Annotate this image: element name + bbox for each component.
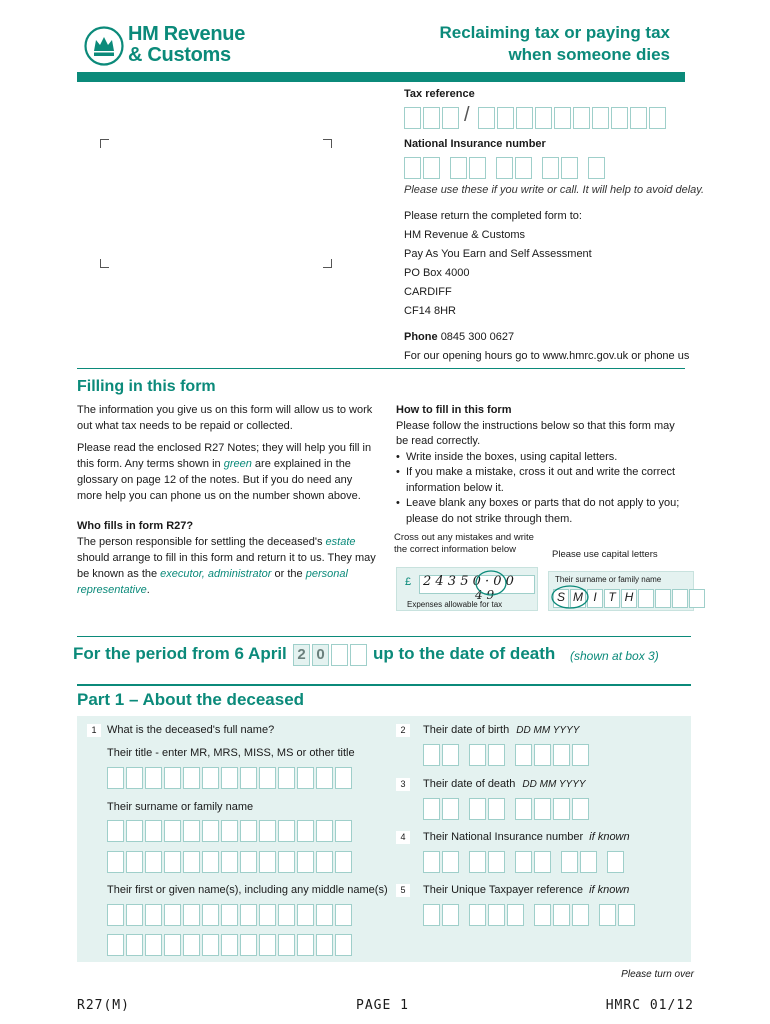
surname-input-row1[interactable]: [107, 820, 352, 842]
tax-reference-office-boxes[interactable]: [404, 107, 459, 129]
glossary-term: estate: [325, 536, 356, 548]
date-format-hint: DD MM YYYY: [516, 725, 580, 736]
year-prefix-box: 0: [312, 644, 329, 666]
period-text-start: For the period from 6 April: [73, 644, 287, 663]
tax-reference-separator: /: [464, 104, 470, 126]
address-line: HM Revenue & Customs: [404, 229, 526, 241]
how-bullet: Leave blank any boxes or parts that do not apply to you; please do not strike through them.: [406, 497, 680, 525]
crown-crest-icon: [84, 26, 124, 66]
utr-boxes[interactable]: [423, 904, 635, 926]
example-surname-label: Their surname or family name: [555, 575, 662, 584]
example-expense-label: Expenses allowable for tax: [407, 600, 503, 609]
org-name-line1: HM Revenue: [128, 23, 246, 45]
cross-out-circle: [474, 568, 508, 598]
q3-label: Their date of death: [423, 778, 516, 790]
who-text: or the: [271, 568, 306, 580]
return-address: [404, 207, 689, 366]
year-input-box[interactable]: [350, 644, 367, 666]
tax-reference-number-boxes[interactable]: [478, 107, 666, 129]
surname-label: Their surname or family name: [107, 801, 254, 813]
opening-hours: For our opening hours go to www.hmrc.gov.uk or phone us: [404, 350, 690, 362]
q5-label: Their Unique Taxpayer reference: [423, 884, 583, 896]
window-corner: [100, 139, 109, 148]
example-correction: 4 9: [475, 588, 495, 602]
hmrc-logo: [84, 24, 254, 68]
tax-reference-label: Tax reference: [404, 88, 475, 100]
year-input-box[interactable]: [331, 644, 348, 666]
how-heading: How to fill in this form: [396, 404, 512, 416]
turn-over-note: Please turn over: [621, 969, 694, 980]
q2-label: Their date of birth: [423, 724, 510, 736]
address-line: CARDIFF: [404, 286, 452, 298]
filling-heading: Filling in this form: [77, 378, 216, 395]
window-corner: [323, 259, 332, 268]
period-rule: [77, 636, 691, 637]
year-prefix-box: 2: [293, 644, 310, 666]
example-letter-box: M: [570, 589, 586, 608]
org-name-line2: & Customs: [128, 44, 231, 66]
part1-rule: [77, 684, 691, 686]
form-version: HMRC 01/12: [605, 998, 694, 1013]
part1-panel: [77, 716, 691, 962]
return-intro: Please return the completed form to:: [404, 210, 582, 222]
example-letter-box: H: [621, 589, 637, 608]
form-code: R27(M): [77, 998, 130, 1013]
glossary-term: executor, administrator: [160, 568, 272, 580]
address-line: Pay As You Earn and Self Assessment: [404, 248, 592, 260]
given-names-row2[interactable]: [107, 934, 352, 956]
filling-intro: [77, 402, 377, 598]
how-bullet: Write inside the boxes, using capital letters.: [406, 450, 618, 463]
example-currency: £: [405, 576, 412, 588]
page-number: PAGE 1: [356, 998, 409, 1013]
header-rule: [77, 72, 685, 82]
address-line: CF14 8HR: [404, 305, 456, 317]
given-names-label: Their first or given name(s), including any middle name(s): [107, 884, 388, 896]
period-year-boxes[interactable]: [293, 644, 367, 666]
question-number: 3: [396, 778, 410, 791]
q1-label: What is the deceased's full name?: [107, 724, 275, 736]
date-of-birth-boxes[interactable]: [423, 744, 589, 766]
address-line: PO Box 4000: [404, 267, 470, 279]
question-number: 5: [396, 884, 410, 897]
section-rule: [77, 368, 685, 369]
deceased-ni-boxes[interactable]: [423, 851, 624, 873]
date-of-death-boxes[interactable]: [423, 798, 589, 820]
phone-label: Phone: [404, 331, 438, 343]
phone-number: 0845 300 0627: [440, 331, 515, 343]
example-amount-panel: [396, 567, 538, 611]
capital-letter-circle: [550, 584, 590, 610]
title-label: Their title - enter MR, MRS, MISS, MS or other title: [107, 747, 355, 759]
period-text-end: up to the date of death: [373, 644, 556, 663]
window-corner: [100, 259, 109, 268]
how-intro: Please follow the instructions below so that this form may be read correctly.: [396, 419, 675, 447]
date-format-hint: DD MM YYYY: [522, 779, 586, 790]
how-bullet: If you make a mistake, cross it out and write the correct information below it.: [406, 466, 675, 494]
filling-paragraph: The information you give us on this form will allow us to work out what tax needs to be repaid or collected.: [77, 404, 373, 432]
question-number: 4: [396, 831, 410, 844]
window-corner: [323, 139, 332, 148]
glossary-term: personal representative: [77, 568, 348, 596]
glossary-term: green: [223, 458, 252, 470]
part1-heading: Part 1 – About the deceased: [77, 690, 305, 709]
question-number: 1: [87, 724, 101, 737]
example-letter-box: T: [604, 589, 620, 608]
example-amount: 2 4 3 5 0 · 0 0: [423, 574, 514, 589]
form-title-line2: when someone dies: [508, 45, 670, 64]
example-letter-box: I: [587, 589, 603, 608]
reference-use-note: Please use these if you write or call. It will help to avoid delay.: [404, 184, 705, 196]
ni-number-boxes[interactable]: [404, 157, 605, 179]
example-cross-note: Cross out any mistakes and write the correct information below: [394, 532, 534, 555]
question-number: 2: [396, 724, 410, 737]
how-to-fill: How to fill in this form Please follow the instructions below so that this form may be read correctly. • Write inside the boxes, using capital letters. • If you make a mistake, cross it out and write the correct information below it. • Leave blank any boxes or parts that do not apply to you; please do not strike through them.: [396, 403, 690, 527]
filling-paragraph: are explained in the glossary on page 12 of the notes. But if you do need any more help you can phone us on the number shown above.: [77, 458, 361, 502]
example-letter-box: S: [553, 589, 569, 608]
who-text: .: [146, 584, 150, 596]
who-heading: Who fills in form R27?: [77, 520, 194, 532]
example-caps-note: Please use capital letters: [552, 549, 658, 560]
ni-number-label: National Insurance number: [404, 138, 546, 150]
filling-paragraph: Please read the enclosed R27 Notes; they will help you fill in this form. Any terms shown in: [77, 442, 372, 470]
q5-note: if known: [589, 884, 630, 896]
period-note: (shown at box 3): [570, 649, 659, 663]
title-input-boxes[interactable]: [107, 767, 352, 789]
q4-label: Their National Insurance number: [423, 831, 584, 843]
surname-input-row2[interactable]: [107, 851, 352, 873]
form-title-line1: Reclaiming tax or paying tax: [439, 23, 670, 42]
who-text: should arrange to fill in this form and return it to us. They may be known as the: [77, 552, 376, 580]
who-text: The person responsible for settling the deceased's: [77, 536, 326, 548]
given-names-row1[interactable]: [107, 904, 352, 926]
q4-note: if known: [589, 831, 630, 843]
